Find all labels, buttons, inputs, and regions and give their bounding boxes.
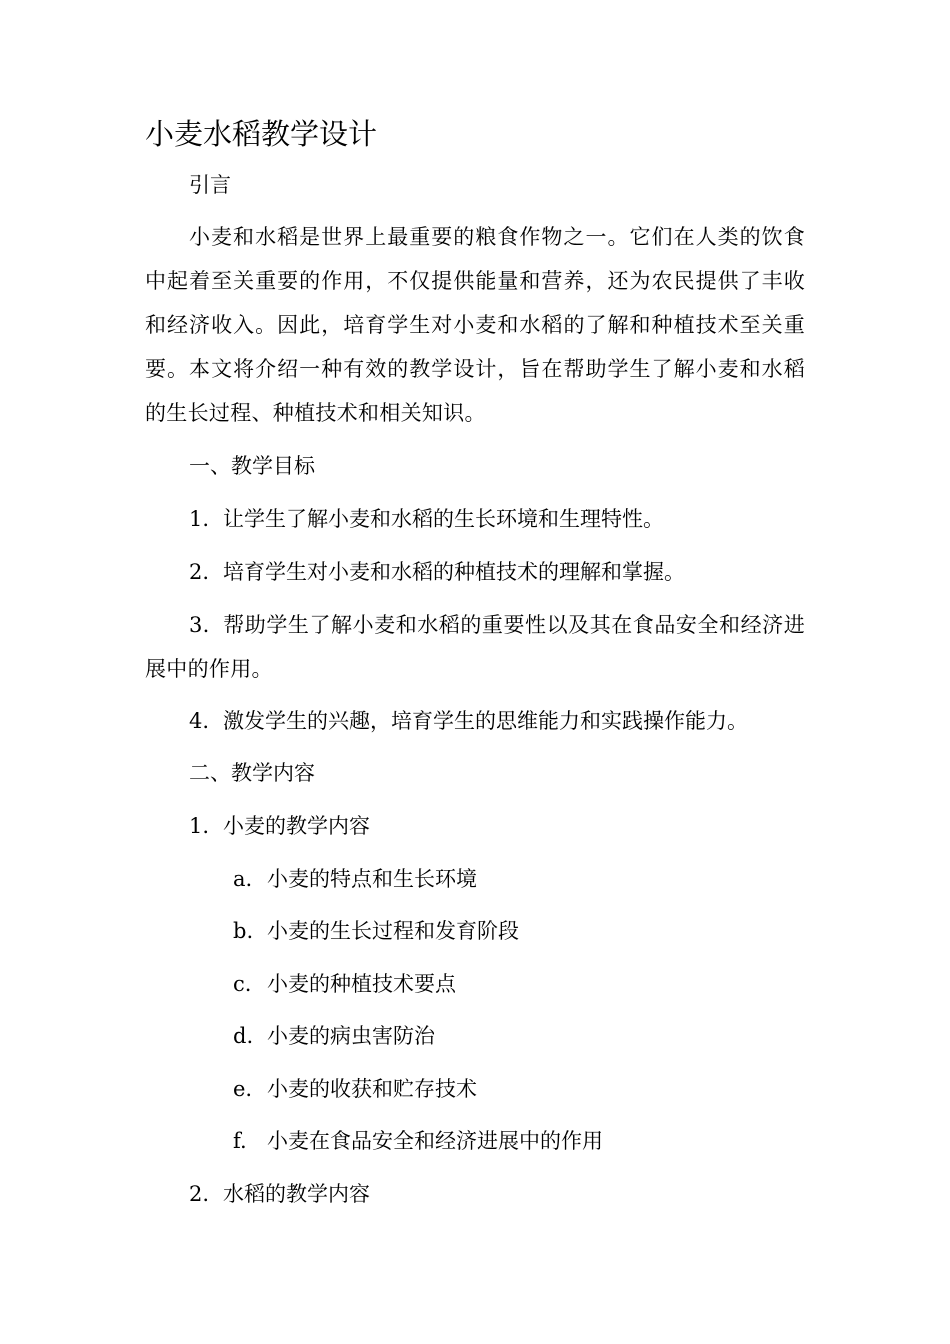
- intro-paragraph: 小麦和水稻是世界上最重要的粮食作物之一。它们在人类的饮食中起着至关重要的作用，不仅提供能量和营养，还为农民提供了丰收和经济收入。因此，培育学生对小麦和水稻的了解和种植技术至关重要。本文将介绍一种有效的教学设计，旨在帮助学生了解小麦和水稻的生长过程、种植技术和相关知识。: [145, 225, 805, 425]
- content-item-text: 小麦的教学内容: [223, 814, 370, 838]
- content-item-text: 水稻的教学内容: [223, 1182, 370, 1206]
- wheat-subitem-e: [233, 1074, 477, 1104]
- sub-list-marker: f.: [233, 1129, 247, 1153]
- wheat-subitem-d: [233, 1021, 435, 1051]
- wheat-subitem-f: [233, 1126, 603, 1156]
- subitem-text: 小麦的生长过程和发育阶段: [267, 919, 519, 943]
- sub-list-marker: c.: [233, 972, 252, 996]
- document-title: 小麦水稻教学设计: [145, 117, 378, 151]
- subitem-text: 小麦的病虫害防治: [267, 1024, 435, 1048]
- goal-item-text: 让学生了解小麦和水稻的生长环境和生理特性。: [223, 507, 664, 531]
- subitem-text: 小麦的特点和生长环境: [267, 867, 477, 891]
- subitem-text: 小麦在食品安全和经济进展中的作用: [267, 1129, 603, 1153]
- goal-item-2: [189, 557, 685, 587]
- content-item-rice: [189, 1179, 370, 1209]
- goal-item-3: [145, 603, 805, 691]
- section-heading-goals: 一、教学目标: [189, 454, 315, 478]
- sub-list-marker: a.: [233, 867, 253, 891]
- sub-list-marker: d.: [233, 1024, 254, 1048]
- goal-item-text: 帮助学生了解小麦和水稻的重要性以及其在食品安全和经济进展中的作用。: [145, 613, 805, 681]
- list-marker: 1.: [189, 814, 210, 838]
- section-heading-content: 二、教学内容: [189, 761, 315, 785]
- list-marker: 1.: [189, 507, 210, 531]
- subitem-text: 小麦的种植技术要点: [267, 972, 456, 996]
- wheat-subitem-a: [233, 864, 477, 894]
- intro-heading: 引言: [189, 173, 231, 197]
- goal-item-text: 培育学生对小麦和水稻的种植技术的理解和掌握。: [223, 560, 685, 584]
- list-marker: 2.: [189, 1182, 210, 1206]
- sub-list-marker: e.: [233, 1077, 253, 1101]
- content-item-wheat: [189, 811, 370, 841]
- goal-item-4: [189, 706, 748, 736]
- sub-list-marker: b.: [233, 919, 254, 943]
- wheat-subitem-b: [233, 916, 519, 946]
- list-marker: 3.: [189, 613, 210, 637]
- list-marker: 4.: [189, 709, 210, 733]
- wheat-subitem-c: [233, 969, 456, 999]
- list-marker: 2.: [189, 560, 210, 584]
- goal-item-1: [189, 504, 664, 534]
- subitem-text: 小麦的收获和贮存技术: [267, 1077, 477, 1101]
- goal-item-text: 激发学生的兴趣，培育学生的思维能力和实践操作能力。: [223, 709, 748, 733]
